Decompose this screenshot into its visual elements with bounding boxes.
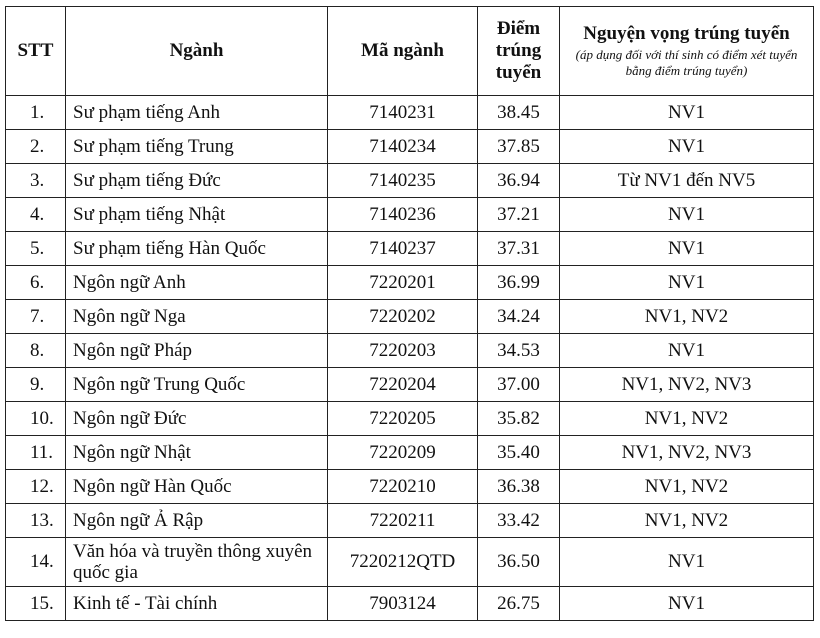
row-nganh: Sư phạm tiếng Đức: [66, 164, 328, 198]
row-nganh: Sư phạm tiếng Anh: [66, 96, 328, 130]
table-row: [6, 368, 814, 402]
row-ma-nganh: 7140236: [328, 198, 478, 232]
row-ma-nganh: 7903124: [328, 587, 478, 621]
row-ma-nganh: 7220203: [328, 334, 478, 368]
row-nguyen-vong: NV1, NV2: [560, 300, 814, 334]
row-nganh: Ngôn ngữ Nga: [66, 300, 328, 334]
row-nganh: Sư phạm tiếng Hàn Quốc: [66, 232, 328, 266]
row-stt: 10.: [6, 402, 66, 436]
row-nguyen-vong: NV1, NV2: [560, 470, 814, 504]
row-diem: 33.42: [478, 504, 560, 538]
table-row: [6, 266, 814, 300]
row-stt: 4.: [6, 198, 66, 232]
row-stt: 6.: [6, 266, 66, 300]
row-diem: 37.85: [478, 130, 560, 164]
row-ma-nganh: 7220212QTD: [328, 538, 478, 587]
row-nguyen-vong: NV1, NV2: [560, 402, 814, 436]
row-stt: 13.: [6, 504, 66, 538]
row-stt: 9.: [6, 368, 66, 402]
row-nguyen-vong: NV1: [560, 587, 814, 621]
row-nguyen-vong: NV1: [560, 266, 814, 300]
row-nganh: Ngôn ngữ Nhật: [66, 436, 328, 470]
row-diem: 34.24: [478, 300, 560, 334]
row-nguyen-vong: NV1: [560, 538, 814, 587]
row-stt: 5.: [6, 232, 66, 266]
row-ma-nganh: 7220202: [328, 300, 478, 334]
row-nguyen-vong: NV1: [560, 232, 814, 266]
header-ma-nganh: Mã ngành: [328, 7, 478, 96]
table-row: [6, 164, 814, 198]
table-row: [6, 198, 814, 232]
row-diem: 35.82: [478, 402, 560, 436]
table-row: [6, 436, 814, 470]
row-diem: 37.31: [478, 232, 560, 266]
row-nguyen-vong: NV1: [560, 198, 814, 232]
row-stt: 12.: [6, 470, 66, 504]
row-nganh: Văn hóa và truyền thông xuyên quốc gia: [66, 538, 328, 587]
table-row: [6, 96, 814, 130]
table-row: [6, 587, 814, 621]
row-ma-nganh: 7220209: [328, 436, 478, 470]
row-nguyen-vong: NV1, NV2, NV3: [560, 368, 814, 402]
row-stt: 7.: [6, 300, 66, 334]
row-diem: 37.21: [478, 198, 560, 232]
row-ma-nganh: 7140231: [328, 96, 478, 130]
row-diem: 36.38: [478, 470, 560, 504]
table-row: [6, 538, 814, 587]
row-nguyen-vong: Từ NV1 đến NV5: [560, 164, 814, 198]
header-nguyen-vong-note: (áp dụng đối với thí sinh có điểm xét tuyển bằng điểm trúng tuyển): [575, 47, 798, 78]
header-nganh: Ngành: [66, 7, 328, 96]
header-row: [6, 7, 814, 96]
table-row: [6, 402, 814, 436]
row-nganh: Sư phạm tiếng Trung: [66, 130, 328, 164]
row-ma-nganh: 7220205: [328, 402, 478, 436]
header-diem: [478, 7, 560, 96]
row-nganh: Sư phạm tiếng Nhật: [66, 198, 328, 232]
row-nganh: Ngôn ngữ Đức: [66, 402, 328, 436]
row-nganh: Ngôn ngữ Trung Quốc: [66, 368, 328, 402]
row-ma-nganh: 7220210: [328, 470, 478, 504]
row-ma-nganh: 7140237: [328, 232, 478, 266]
table-row: [6, 232, 814, 266]
row-nguyen-vong: NV1: [560, 96, 814, 130]
row-stt: 14.: [6, 538, 66, 587]
row-diem: 35.40: [478, 436, 560, 470]
table-header: [6, 7, 814, 96]
header-nguyen-vong: [560, 7, 814, 96]
row-stt: 3.: [6, 164, 66, 198]
admission-scores-table: [5, 6, 814, 621]
row-stt: 2.: [6, 130, 66, 164]
row-diem: 37.00: [478, 368, 560, 402]
row-nganh: Ngôn ngữ Ả Rập: [66, 504, 328, 538]
row-diem: 34.53: [478, 334, 560, 368]
row-ma-nganh: 7220204: [328, 368, 478, 402]
row-ma-nganh: 7220201: [328, 266, 478, 300]
row-diem: 36.99: [478, 266, 560, 300]
row-diem: 36.50: [478, 538, 560, 587]
table-row: [6, 470, 814, 504]
row-diem: 36.94: [478, 164, 560, 198]
table-body: [6, 96, 814, 621]
row-stt: 15.: [6, 587, 66, 621]
row-stt: 8.: [6, 334, 66, 368]
row-diem: 26.75: [478, 587, 560, 621]
header-nguyen-vong-label: Nguyện vọng trúng tuyển: [583, 23, 790, 45]
row-nganh: Ngôn ngữ Pháp: [66, 334, 328, 368]
table-row: [6, 334, 814, 368]
row-nguyen-vong: NV1: [560, 334, 814, 368]
row-ma-nganh: 7220211: [328, 504, 478, 538]
row-nguyen-vong: NV1, NV2, NV3: [560, 436, 814, 470]
row-nganh: Ngôn ngữ Hàn Quốc: [66, 470, 328, 504]
table-row: [6, 130, 814, 164]
row-diem: 38.45: [478, 96, 560, 130]
row-ma-nganh: 7140234: [328, 130, 478, 164]
table-row: [6, 504, 814, 538]
row-stt: 1.: [6, 96, 66, 130]
header-stt: STT: [6, 7, 66, 96]
row-stt: 11.: [6, 436, 66, 470]
table-row: [6, 300, 814, 334]
row-nganh: Ngôn ngữ Anh: [66, 266, 328, 300]
row-nguyen-vong: NV1, NV2: [560, 504, 814, 538]
row-nguyen-vong: NV1: [560, 130, 814, 164]
header-diem-label: Điểm trúng tuyển: [495, 18, 542, 83]
row-nganh: Kinh tế - Tài chính: [66, 587, 328, 621]
row-ma-nganh: 7140235: [328, 164, 478, 198]
